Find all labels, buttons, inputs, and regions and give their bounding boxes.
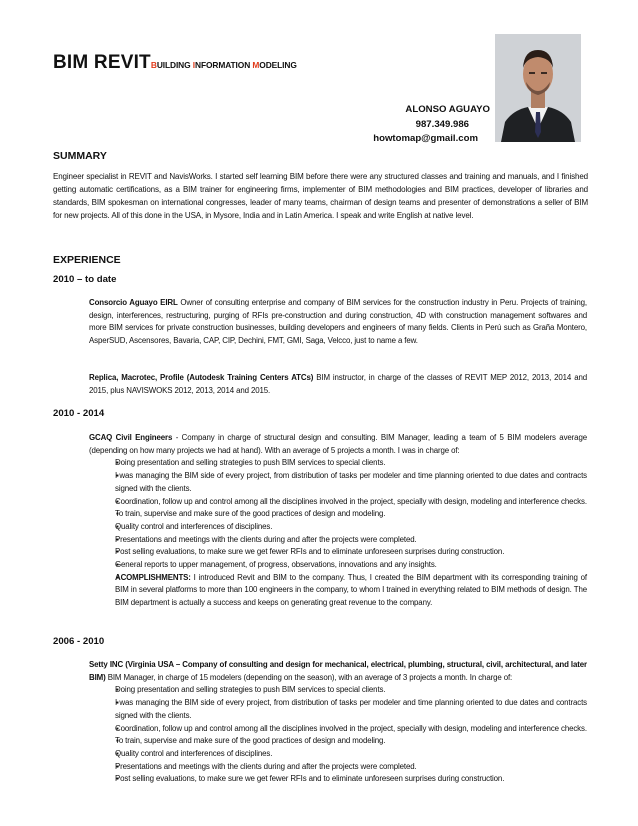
entry-description: BIM Manager, in charge of 15 modelers (depending on the season), with an average of 3 projects a month. In charge of:	[105, 672, 513, 682]
list-item	[89, 748, 587, 761]
list-item-text: Post selling evaluations, to make sure we get fewer RFIs and to eliminate unforeseen surprises during construction.	[115, 547, 505, 557]
company-name: Setty INC (Virginia USA – Company of consulting and design for mechanical, electrical, plumbing, structural, civil, architectural, and later BIM)	[89, 660, 587, 682]
experience-entry	[89, 372, 587, 397]
subtitle-part: UILDING	[156, 60, 193, 70]
list-item	[89, 559, 587, 572]
responsibility-list	[89, 684, 587, 786]
list-item-text: General reports to upper management, of progress, observations, innovations and any insights.	[115, 560, 437, 570]
experience-entry	[89, 432, 587, 610]
list-item	[89, 546, 587, 559]
profile-photo	[495, 34, 581, 142]
list-item	[89, 521, 587, 534]
subtitle-part: ODELING	[259, 60, 297, 70]
list-item-text: Doing presentation and selling strategies to push BIM services to special clients.	[115, 458, 386, 468]
list-item-text: Quality control and interferences of disciplines.	[115, 748, 273, 758]
list-item-text: Post selling evaluations, to make sure we get fewer RFIs and to eliminate unforeseen surprises during construction.	[115, 774, 505, 784]
entry-description: BIM instructor, in charge of the classes of REVIT MEP 2012, 2013, 2014 and 2015, plus NAVISWOKS 2012, 2013, 2014 and 2015.	[89, 373, 587, 395]
entry-intro	[89, 432, 587, 457]
accomplishments-text: I introduced Revit and BIM to the company. Thus, I created the BIM department with its corresponding training of BIM in several platforms to more than 100 engineers in the company, to whom I trained in everything related to BIM methods of design. The BIM department is actually a success and keeps on generating great revenue to the company.	[115, 572, 587, 608]
list-item-text: I was managing the BIM side of every project, from distribution of tasks per modeler and time planning oriented to due dates and contracts signed with the clients.	[115, 471, 587, 493]
accomplishments-item	[89, 572, 587, 610]
list-item-text: Presentations and meetings with the clients during and after the projects were completed.	[115, 534, 417, 544]
entry-description: Owner of consulting enterprise and company of BIM services for the construction industry in Peru. Projects of training, design, interferences, restructuring, purging of RFIs pre-construction and during construction, 4D with construction management softwares and more BIM services for private construction businesses, building developers and engineers of many fields. Clients in Perú such as Graña Montero, AsperSUD, Ascensores, Bavaria, CAP, CIP, Dechini, FMT, GMI, Saga, Velcco, just to name a few.	[89, 298, 588, 346]
list-item-text: Coordination, follow up and control among all the disciplines involved in the project, specially with design, modeling and interference checks.	[115, 496, 587, 506]
list-item	[89, 470, 587, 495]
list-item	[89, 735, 587, 748]
entry-intro	[89, 659, 587, 684]
list-item	[89, 773, 587, 786]
subtitle-accent-b: B	[150, 60, 157, 70]
contact-block	[373, 103, 490, 147]
contact-name: ALONSO AGUAYO	[405, 104, 490, 115]
list-item-text: I was managing the BIM side of every project, from distribution of tasks per modeler and time planning oriented to due dates and contracts signed with the clients.	[115, 698, 587, 720]
list-item-text: Coordination, follow up and control among all the disciplines involved in the project, specially with design, modeling and interference checks.	[115, 723, 587, 733]
list-item	[89, 697, 587, 722]
period-dates: 2010 - 2014	[53, 408, 105, 419]
responsibility-list	[89, 457, 587, 609]
list-item	[89, 684, 587, 697]
list-item	[89, 723, 587, 736]
period-dates: 2010 – to date	[53, 274, 117, 285]
list-item-text: To train, supervise and make sure of the good practices of design and modeling.	[115, 509, 386, 519]
title-subtitle	[151, 60, 297, 70]
subtitle-accent-m: M	[252, 60, 260, 70]
list-item-text: To train, supervise and make sure of the good practices of design and modeling.	[115, 736, 386, 746]
list-item	[89, 508, 587, 521]
list-item	[89, 534, 587, 547]
title-main: BIM REVIT	[53, 52, 151, 73]
list-item	[89, 496, 587, 509]
experience-entry	[89, 659, 587, 786]
experience-heading: EXPERIENCE	[53, 254, 121, 266]
list-item-text: Quality control and interferences of disciplines.	[115, 521, 273, 531]
period-dates: 2006 - 2010	[53, 636, 105, 647]
company-name: Replica, Macrotec, Profile (Autodesk Training Centers ATCs)	[89, 373, 314, 382]
list-item-text: Presentations and meetings with the clients during and after the projects were completed.	[115, 761, 417, 771]
summary-heading: SUMMARY	[53, 150, 107, 162]
entry-description: - Company in charge of structural design and consulting. BIM Manager, leading a team of 5 BIM modelers average (depending on how many projects we had at hand). With an average of 5 projects a month. I was in charge of:	[89, 433, 587, 455]
subtitle-part: NFORMATION	[195, 60, 253, 70]
accomplishments-label: ACOMPLISHMENTS:	[115, 572, 191, 582]
experience-entry	[89, 297, 587, 348]
portrait-image	[495, 34, 581, 142]
resume-title	[53, 52, 297, 74]
list-item-text: Doing presentation and selling strategies to push BIM services to special clients.	[115, 685, 386, 695]
contact-phone: 987.349.986	[415, 118, 469, 130]
company-name: Consorcio Aguayo EIRL	[89, 298, 178, 307]
list-item	[89, 457, 587, 470]
contact-email[interactable]: howtomap@gmail.com	[373, 133, 478, 144]
company-name: GCAQ Civil Engineers	[89, 433, 173, 442]
subtitle-accent-i: I	[192, 60, 196, 70]
summary-text: Engineer specialist in REVIT and NavisWorks. I started self learning BIM before there were any structured classes and training and manuals, and I finished getting automatic certifications, as a BIM trainer for engineering firms, implementer of BIM methodologies and BIM practices, developer of libraries and standards, BIM spokesman on international congresses, leader of many teams, chairman of design teams and presenter of demonstrations a seller of BIM for new projects. All of this done in the USA, in Mysore, India and in Latin America. I speak and write English at native level.	[53, 172, 588, 221]
list-item	[89, 761, 587, 774]
